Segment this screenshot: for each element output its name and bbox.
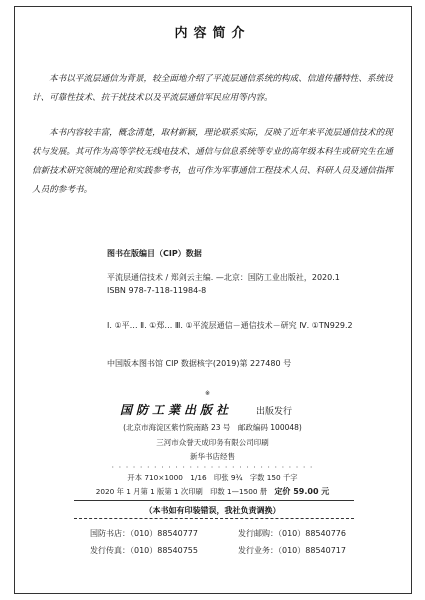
replacement-notice: （本书如有印装错误，我社负责调换） — [144, 506, 281, 515]
page-title: 内容简介 — [174, 26, 251, 41]
dotted-separator: · · · · · · · · · · · · · · · · · · · · · · · · · · · · · — [111, 463, 314, 472]
publisher-label: 出版发行 — [256, 407, 293, 417]
cip-classification: Ⅰ. ①平… Ⅱ. ①郑… Ⅲ. ①平流层通信－通信技术－研究 Ⅳ. ①TN929.2 — [107, 321, 353, 330]
edition-info: 2020 年 1 月第 1 版第 1 次印刷 印数 1—1500 册 — [95, 487, 268, 496]
intro-paragraph-2: 本书内容较丰富，概念清楚，取材新颖，理论联系实际，反映了近年来平流层通信技术的现状与发展。其可作为高等学校无线电技术、通信与信息系统等专业的高年级本科生或研究生在通信新技术研究领域的理论和实践参考书，也可作为军事通信工程技术人员、科研人员及通信指挥人员的参考书。 — [32, 128, 393, 195]
mail-order-phone: 发行邮购：（010）88540776 — [238, 529, 346, 538]
cip-heading: 图书在版编目（CIP）数据 — [107, 249, 202, 258]
cip-entry — [107, 272, 367, 297]
separator-mark: ※ — [205, 390, 211, 397]
publisher-line — [120, 401, 380, 421]
cip-record-number: 中国版本图书馆 CIP 数据核字(2019)第 227480 号 — [107, 359, 292, 368]
divider-top — [74, 500, 354, 501]
cip-isbn: ISBN 978-7-118-11984-8 — [107, 285, 207, 295]
bookstore-phone: 国防书店：（010）88540777 — [90, 529, 198, 538]
cip-title-entry: 平流层通信技术 / 郑剑云主编. —北京：国防工业出版社，2020.1 — [107, 273, 340, 282]
business-phone: 发行业务：（010）88540717 — [238, 546, 346, 555]
fax-number: 发行传真：（010）88540755 — [90, 546, 198, 555]
format-specs: 开本 710×1000 1/16 印张 9¾ 字数 150 千字 — [127, 473, 298, 482]
publisher-logo: 国防工業出版社 — [120, 403, 233, 417]
publisher-address: (北京市海淀区紫竹院南路 23 号 邮政编码 100048) — [123, 423, 302, 432]
price: 定价 59.00 元 — [274, 487, 330, 496]
intro-paragraph-1: 本书以平流层通信为背景，较全面地介绍了平流层通信系统的构成、信道传播特性、系统设计、可靠性技术、抗干扰技术以及平流层通信军民应用等内容。 — [32, 74, 393, 103]
divider-dashed — [74, 518, 354, 519]
edition-line — [0, 486, 425, 497]
printer-name: 三河市众誉天成印务有限公司印刷 — [156, 438, 269, 447]
distributor: 新华书店经售 — [190, 452, 235, 461]
